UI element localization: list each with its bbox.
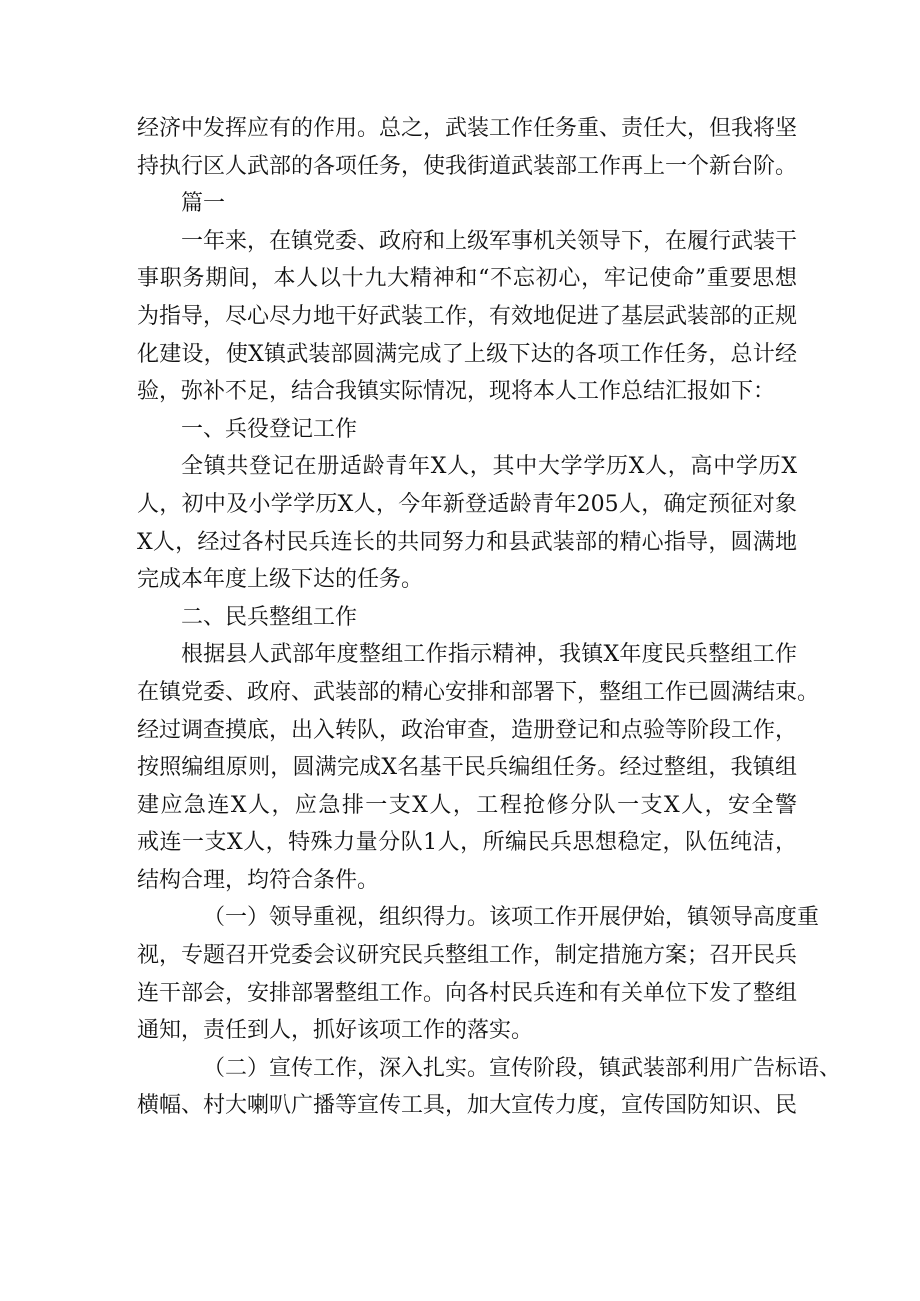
text-line: 人，初中及小学学历X人，今年新登适龄青年205人，确定预征对象	[137, 491, 797, 517]
text-line: 建应急连X人，应急排一支X人，工程抢修分队一支X人，安全警	[137, 792, 797, 818]
text-line: 经济中发挥应有的作用。总之，武装工作任务重、责任大，但我将坚	[137, 116, 798, 141]
text-line: 在镇党委、政府、武装部的精心安排和部署下，整组工作已圆满结束。	[137, 679, 820, 705]
section-heading: 二、民兵整组工作	[181, 604, 358, 630]
text-line: 完成本年度上级下达的任务。	[137, 567, 424, 593]
text-line: 根据县人武部年度整组工作指示精神，我镇X年度民兵整组工作	[181, 642, 797, 668]
text-line: 全镇共登记在册适龄青年X人，其中大学学历X人，高中学历X	[181, 454, 797, 480]
text-line: X人，经过各村民兵连长的共同努力和县武装部的精心指导，圆满地	[137, 529, 797, 555]
text-line: 持执行区人武部的各项任务，使我街道武装部工作再上一个新台阶。	[137, 153, 798, 179]
text-line: （二）宣传工作，深入扎实。宣传阶段，镇武装部利用广告标语、	[203, 1055, 842, 1081]
text-line: 连干部会，安排部署整组工作。向各村民兵连和有关单位下发了整组	[137, 980, 798, 1006]
text-line: 事职务期间，本人以十九大精神和“不忘初心，牢记使命”重要思想	[137, 266, 797, 292]
text-line: 验，弥补不足，结合我镇实际情况，现将本人工作总结汇报如下：	[137, 379, 776, 405]
text-line: 为指导，尽心尽力地干好武装工作，有效地促进了基层武装部的正规	[137, 303, 798, 329]
text-line: （一）领导重视，组织得力。该项工作开展伊始，镇领导高度重	[203, 905, 820, 931]
text-line: 结构合理，均符合条件。	[137, 867, 380, 893]
text-line: 一年来，在镇党委、政府和上级军事机关领导下，在履行武装干	[181, 228, 798, 254]
text-line: 化建设，使X镇武装部圆满完成了上级下达的各项工作任务，总计经	[137, 341, 797, 367]
text-line: 戒连一支X人，特殊力量分队1人，所编民兵思想稳定，队伍纯洁，	[137, 830, 797, 856]
text-line: 横幅、村大喇叭广播等宣传工具，加大宣传力度，宣传国防知识、民	[137, 1093, 798, 1119]
section-heading: 一、兵役登记工作	[181, 416, 358, 442]
text-line: 经过调查摸底，出入转队，政治审查，造册登记和点验等阶段工作，	[137, 717, 798, 743]
section-heading: 篇一	[181, 191, 226, 217]
document-body	[137, 110, 842, 1125]
text-line: 按照编组原则，圆满完成X名基干民兵编组任务。经过整组，我镇组	[137, 755, 797, 781]
text-line: 通知，责任到人，抓好该项工作的落实。	[137, 1018, 534, 1044]
text-line: 视，专题召开党委会议研究民兵整组工作，制定措施方案；召开民兵	[137, 943, 798, 969]
